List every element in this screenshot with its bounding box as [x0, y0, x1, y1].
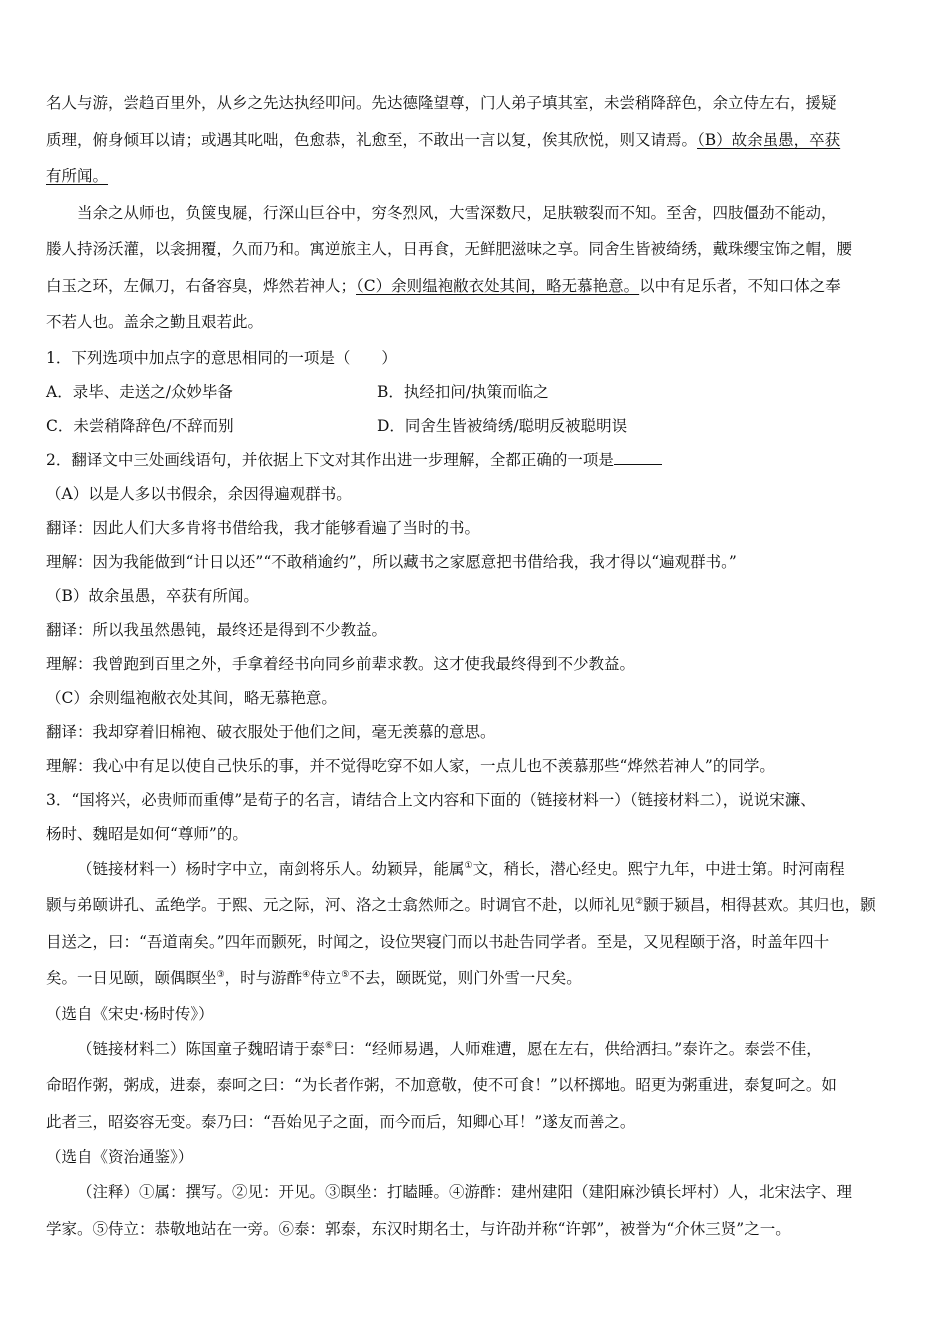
question-2	[46, 443, 904, 783]
material-1-line4-b: ，时与游酢	[224, 969, 303, 987]
answer-blank	[614, 450, 662, 465]
passage-para2-line3-b: 以中有足乐者，不知口体之奉	[639, 276, 841, 295]
underlined-sentence-b-part1: （B）故余虽愚，卒获	[697, 130, 841, 149]
footnote-marker-1: ①	[464, 860, 473, 871]
q2-a-translation: 翻译：因此人们大多肯将书借给我，我才能够看遍了当时的书。	[46, 518, 481, 537]
passage	[46, 85, 904, 341]
material-1-line4-d: 不去，颐既觉，则门外雪一尺矣。	[349, 969, 582, 987]
passage-para1-line2	[46, 122, 904, 159]
q2-b-sentence: （B）故余虽愚，卒获有所闻。	[46, 586, 259, 605]
question-2-stem	[46, 443, 904, 477]
passage-para2-line4: 不若人也。盖余之勤且艰若此。	[46, 313, 264, 331]
material-1-line2-a: 颢与弟颐讲孔、孟绝学。于熙、元之际，河、洛之士翕然师之。时调官不赴，以师礼见	[46, 896, 636, 914]
material-2-source: （选自《资治通鉴》）	[46, 1148, 194, 1166]
notes	[46, 1174, 904, 1247]
passage-para2-line2: 媵人持汤沃灌，以衾拥覆，久而乃和。寓逆旅主人，日再食，无鲜肥滋味之享。同舍生皆被绮绣，戴珠缨宝饰之帽，腰	[46, 240, 853, 258]
footnote-marker-3: ③	[216, 969, 225, 980]
question-3	[46, 783, 904, 851]
q2-b-understanding: 理解：我曾跑到百里之外，手拿着经书向同乡前辈求教。这才使我最终得到不少教益。	[46, 654, 636, 673]
notes-line1: （注释）①属：撰写。②见：开见。③瞑坐：打瞌睡。④游酢：建州建阳（建阳麻沙镇长坪村）人，北宋法字、理	[77, 1183, 853, 1201]
material-1-source: （选自《宋史·杨时传》）	[46, 1004, 214, 1023]
question-1	[46, 341, 904, 443]
question-1-options-row2	[46, 409, 904, 443]
material-1-line4-c: 侍立	[310, 969, 342, 987]
passage-para2-line3	[46, 268, 904, 305]
q2-c-sentence: （C）余则缊袍敝衣处其间，略无慕艳意。	[46, 688, 337, 707]
question-1-stem: 1．下列选项中加点字的意思相同的一项是（ ）	[46, 348, 397, 367]
option-c: C．未尝稍降辞色/不辞而别	[46, 416, 234, 435]
option-a: A．录毕、走送之/众妙毕备	[46, 382, 233, 401]
material-1-line1-b: 文，稍长，潜心经史。熙宁九年，中进士第。时河南程	[472, 859, 845, 878]
material-2	[46, 1031, 904, 1175]
material-1-line4-a: 矣。一日见颐，颐偶瞑坐	[46, 969, 217, 987]
q2-c-understanding: 理解：我心中有足以使自己快乐的事，并不觉得吃穿不如人家，一点儿也不羡慕那些“烨然若神人”的同学。	[46, 756, 775, 775]
material-1-line4	[46, 960, 904, 997]
footnote-marker-4: ④	[302, 969, 311, 980]
material-1-line1	[46, 851, 904, 888]
notes-line2: 学家。⑤侍立：恭敬地站在一旁。⑥泰：郭泰，东汉时期名士，与许劭并称“许郭”，被誉为“介休三贤”之一。	[46, 1219, 791, 1238]
material-1	[46, 851, 904, 1031]
passage-para2-line1: 当余之从师也，负箧曳屣，行深山巨谷中，穷冬烈风，大雪深数尺，足肤皲裂而不知。至舍，四肢僵劲不能动，	[77, 203, 837, 222]
material-1-line2-b: 颢于颍昌，相得甚欢。其归也，颢	[643, 896, 876, 914]
question-1-options-row1	[46, 375, 904, 409]
material-2-line3: 此者三，昭姿容无变。泰乃曰：“吾始见子之面，而今而后，知卿心耳！”遂友而善之。	[46, 1112, 636, 1131]
option-b: B．执经扣问/执策而临之	[377, 382, 549, 401]
material-2-line1-a: （链接材料二）陈国童子魏昭请于泰	[77, 1039, 326, 1058]
q2-a-sentence: （A）以是人多以书假余，余因得遍观群书。	[46, 484, 352, 503]
underlined-sentence-b-part2: 有所闻。	[46, 167, 109, 185]
material-2-line1	[46, 1031, 904, 1068]
q2-c-translation: 翻译：我却穿着旧棉袍、破衣服处于他们之间，毫无羡慕的意思。	[46, 722, 496, 741]
material-2-line2: 命昭作粥，粥成，进泰，泰呵之曰：“为长者作粥，不加意敬，使不可食！”以杯掷地。昭更为粥重进，泰复呵之。如	[46, 1076, 837, 1094]
q2-b-translation: 翻译：所以我虽然愚钝，最终还是得到不少教益。	[46, 620, 388, 639]
material-1-line3: 目送之，曰：“吾道南矣。”四年而颢死，时闻之，设位哭寝门而以书赴告同学者。至是，又见程颐于洛，时盖年四十	[46, 932, 830, 951]
passage-para1-line1: 名人与游，尝趋百里外，从乡之先达执经叩问。先达德隆望尊，门人弟子填其室，未尝稍降辞色，余立侍左右，援疑	[46, 94, 837, 112]
q2-a-understanding: 理解：因为我能做到“计日以还”“不敢稍逾约”，所以藏书之家愿意把书借给我，我才得以“遍观群书。”	[46, 552, 737, 571]
material-1-line1-a: （链接材料一）杨时字中立，南剑将乐人。幼颖异，能属	[77, 859, 465, 878]
footnote-marker-5: ⑤	[341, 969, 350, 980]
passage-para1-line2-text: 质理，俯身倾耳以请；或遇其叱咄，色愈恭，礼愈至，不敢出一言以复，俟其欣悦，则又请焉。	[46, 130, 698, 149]
question-3-stem-line2: 杨时、魏昭是如何“尊师”的。	[46, 824, 248, 843]
material-1-line2	[46, 887, 904, 924]
passage-para2-line3-a: 白玉之环，左佩刀，右备容臭，烨然若神人；	[46, 276, 357, 295]
question-3-stem-line1: 3．“国将兴，必贵师而重傅”是荀子的名言，请结合上文内容和下面的（链接材料一）（链接材料二），说说宋濂、	[46, 790, 816, 809]
material-2-line1-b: 曰：“经师易遇，人师难遭，愿在左右，供给洒扫。”泰许之。泰尝不佳，	[333, 1039, 822, 1058]
footnote-marker-2: ②	[635, 896, 644, 907]
footnote-marker-6: ⑥	[325, 1040, 334, 1051]
question-2-stem-text: 2．翻译文中三处画线语句，并依据上下文对其作出进一步理解，全都正确的一项是	[46, 450, 614, 469]
passage-para1-line3	[46, 158, 904, 195]
option-d: D．同舍生皆被绮绣/聪明反被聪明误	[377, 416, 628, 435]
underlined-sentence-c: （C）余则缊袍敝衣处其间，略无慕艳意。	[356, 276, 640, 295]
